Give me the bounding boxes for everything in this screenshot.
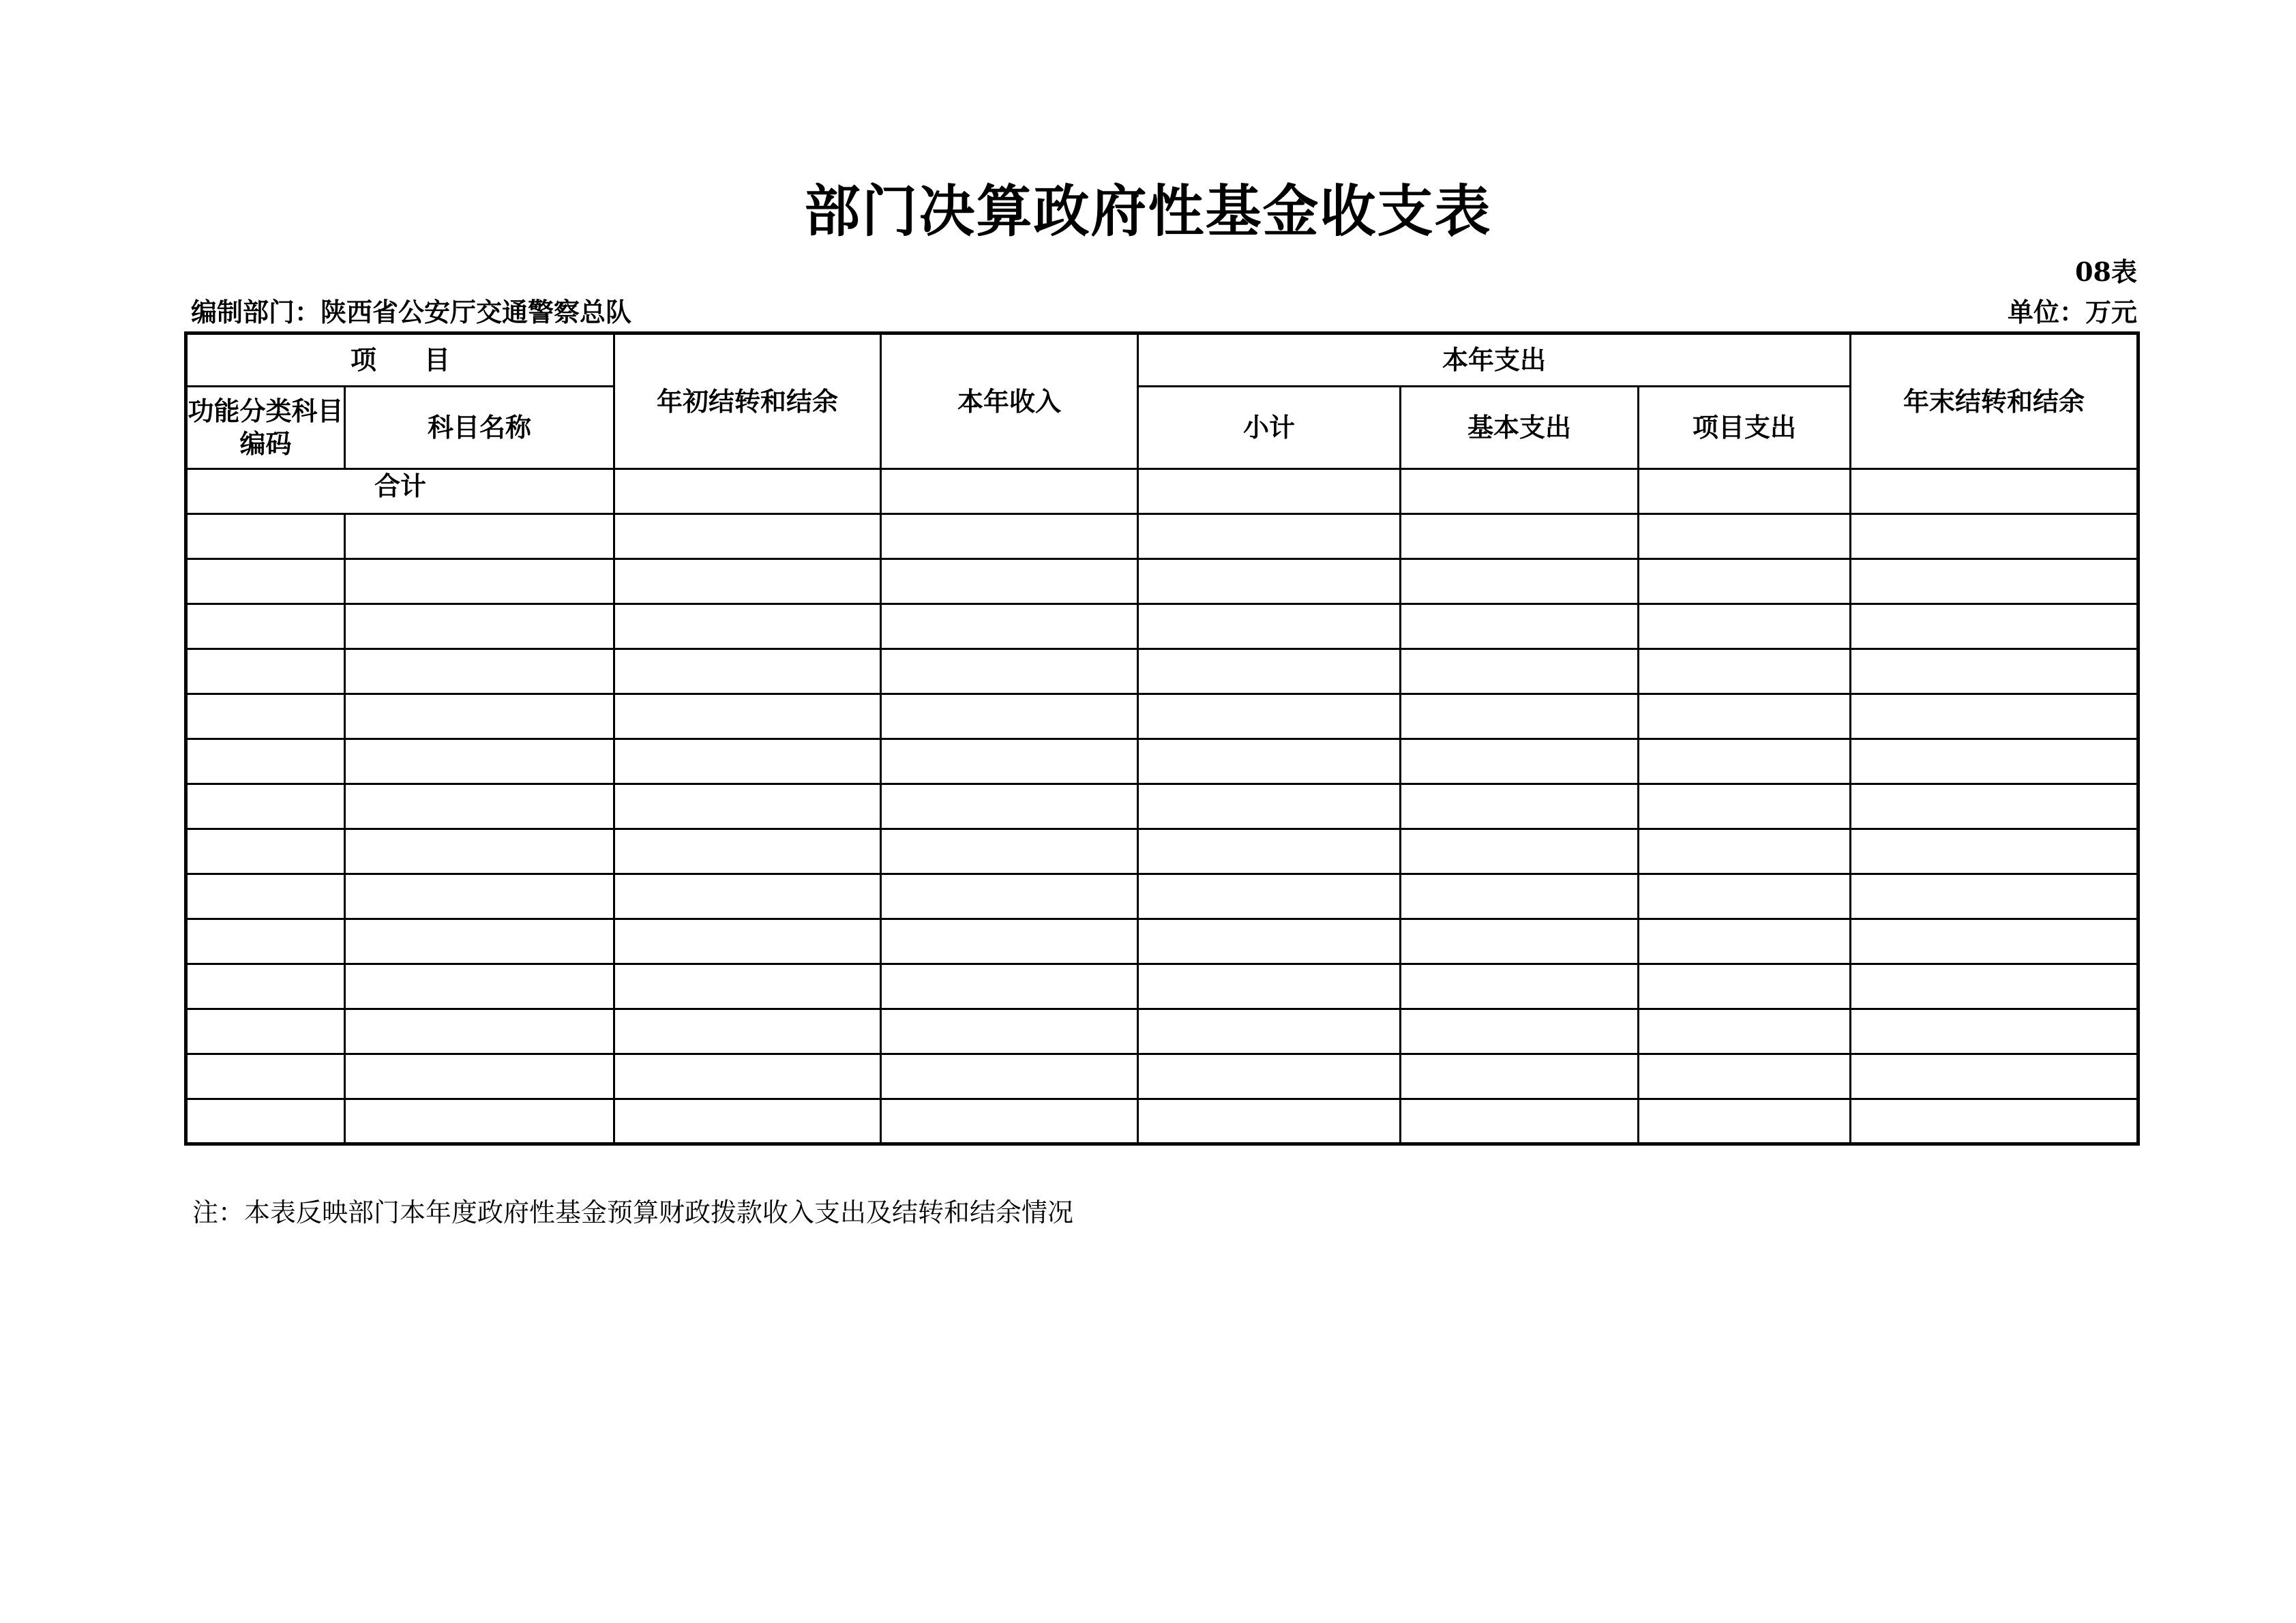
table-cell — [1401, 649, 1639, 694]
table-cell — [345, 1009, 614, 1054]
table-cell — [1138, 1009, 1401, 1054]
table-cell — [614, 739, 881, 784]
table-cell — [1138, 649, 1401, 694]
unit-label: 单位：万元 — [2007, 297, 2137, 327]
table-cell — [1401, 1009, 1639, 1054]
table-cell — [1401, 469, 1639, 514]
table-cell — [1138, 919, 1401, 964]
table-cell — [614, 559, 881, 604]
table-cell — [881, 559, 1138, 604]
table-cell — [186, 1009, 345, 1054]
total-row — [186, 469, 2138, 514]
table-cell — [881, 604, 1138, 649]
header-expense: 本年支出 — [1138, 333, 1851, 387]
table-cell — [1639, 1009, 1851, 1054]
table-cell — [1851, 784, 2138, 829]
table-cell — [881, 739, 1138, 784]
table-cell — [614, 829, 881, 874]
table-cell — [186, 739, 345, 784]
table-cell — [881, 514, 1138, 559]
fund-table — [184, 331, 2140, 1146]
table-cell — [345, 649, 614, 694]
header-name: 科目名称 — [345, 387, 614, 469]
table-cell — [614, 604, 881, 649]
table-cell — [345, 559, 614, 604]
table-cell — [186, 514, 345, 559]
table-cell — [1851, 1054, 2138, 1099]
total-label: 合计 — [186, 469, 614, 514]
table-cell — [1401, 964, 1639, 1009]
table-cell — [186, 919, 345, 964]
table-cell — [1851, 649, 2138, 694]
header-project: 项目支出 — [1639, 387, 1851, 469]
table-cell — [1851, 469, 2138, 514]
table-cell — [1138, 559, 1401, 604]
table-row — [186, 694, 2138, 739]
table-cell — [1639, 604, 1851, 649]
table-cell — [1401, 1099, 1639, 1144]
form-number: 08表 — [2075, 256, 2137, 287]
table-cell — [1138, 514, 1401, 559]
table-cell — [1138, 1099, 1401, 1144]
table-cell — [1401, 559, 1639, 604]
table-cell — [1138, 604, 1401, 649]
table-cell — [614, 784, 881, 829]
table-cell — [1138, 784, 1401, 829]
table-cell — [1401, 784, 1639, 829]
table-cell — [614, 874, 881, 919]
table-row — [186, 874, 2138, 919]
table-cell — [1851, 559, 2138, 604]
table-cell — [1401, 739, 1639, 784]
table-cell — [1851, 964, 2138, 1009]
table-cell — [1639, 694, 1851, 739]
table-cell — [1138, 874, 1401, 919]
table-cell — [1639, 1099, 1851, 1144]
table-cell — [1639, 874, 1851, 919]
table-cell — [345, 1054, 614, 1099]
table-cell — [1851, 1099, 2138, 1144]
table-cell — [345, 919, 614, 964]
table-cell — [881, 919, 1138, 964]
table-cell — [1138, 694, 1401, 739]
table-cell — [345, 694, 614, 739]
header-item: 项 目 — [186, 333, 614, 387]
header-code: 功能分类科目编码 — [186, 387, 345, 469]
header-basic: 基本支出 — [1401, 387, 1639, 469]
table-row — [186, 1054, 2138, 1099]
table-cell — [1639, 1054, 1851, 1099]
header-income: 本年收入 — [881, 333, 1138, 469]
table-cell — [1401, 604, 1639, 649]
table-cell — [614, 964, 881, 1009]
table-row — [186, 514, 2138, 559]
table-cell — [345, 739, 614, 784]
table-cell — [186, 964, 345, 1009]
table-cell — [881, 649, 1138, 694]
table-cell — [1639, 514, 1851, 559]
table-cell — [186, 784, 345, 829]
table-cell — [186, 649, 345, 694]
footnote: 注：本表反映部门本年度政府性基金预算财政拨款收入支出及结转和结余情况 — [192, 1197, 1074, 1227]
table-cell — [186, 829, 345, 874]
table-row — [186, 1009, 2138, 1054]
table-cell — [1851, 919, 2138, 964]
table-cell — [881, 829, 1138, 874]
table-cell — [345, 514, 614, 559]
table-cell — [881, 1099, 1138, 1144]
table-cell — [186, 604, 345, 649]
table-cell — [614, 1054, 881, 1099]
header-begin-balance: 年初结转和结余 — [614, 333, 881, 469]
department-label: 编制部门：陕西省公安厅交通警察总队 — [191, 297, 632, 327]
table-cell — [1639, 784, 1851, 829]
table-cell — [1401, 919, 1639, 964]
table-cell — [1851, 604, 2138, 649]
table-cell — [1138, 739, 1401, 784]
table-cell — [1639, 739, 1851, 784]
table-cell — [186, 1054, 345, 1099]
table-cell — [345, 829, 614, 874]
table-cell — [345, 1099, 614, 1144]
table-cell — [1639, 829, 1851, 874]
table-cell — [1401, 694, 1639, 739]
table-cell — [1851, 514, 2138, 559]
header-end-balance: 年末结转和结余 — [1851, 333, 2138, 469]
table-cell — [186, 694, 345, 739]
table-cell — [1401, 829, 1639, 874]
table-cell — [1851, 1009, 2138, 1054]
table-cell — [881, 1054, 1138, 1099]
table-row — [186, 604, 2138, 649]
table-row — [186, 649, 2138, 694]
table-cell — [345, 604, 614, 649]
table-cell — [881, 964, 1138, 1009]
table-cell — [1401, 1054, 1639, 1099]
table-row — [186, 784, 2138, 829]
table-cell — [1851, 874, 2138, 919]
table-row — [186, 829, 2138, 874]
table-cell — [614, 514, 881, 559]
table-cell — [881, 469, 1138, 514]
table-cell — [881, 694, 1138, 739]
table-cell — [186, 1099, 345, 1144]
table-cell — [1138, 1054, 1401, 1099]
table-cell — [1138, 829, 1401, 874]
table-cell — [881, 784, 1138, 829]
table-cell — [614, 469, 881, 514]
table-cell — [614, 1099, 881, 1144]
page-title: 部门决算政府性基金收支表 — [804, 179, 1492, 244]
table-cell — [345, 784, 614, 829]
table-row — [186, 1099, 2138, 1144]
table-cell — [1639, 919, 1851, 964]
table-row — [186, 739, 2138, 784]
table-cell — [1639, 469, 1851, 514]
table-cell — [1138, 964, 1401, 1009]
table-cell — [1401, 514, 1639, 559]
table-cell — [881, 874, 1138, 919]
table-row — [186, 964, 2138, 1009]
table-cell — [345, 874, 614, 919]
table-cell — [614, 919, 881, 964]
table-cell — [1639, 649, 1851, 694]
table-cell — [1851, 829, 2138, 874]
table-row — [186, 919, 2138, 964]
table-cell — [881, 1009, 1138, 1054]
header-subtotal: 小计 — [1138, 387, 1401, 469]
table-cell — [186, 559, 345, 604]
table-cell — [186, 874, 345, 919]
table-cell — [1401, 874, 1639, 919]
table-cell — [1639, 559, 1851, 604]
table-row — [186, 559, 2138, 604]
table-cell — [1851, 694, 2138, 739]
table-cell — [1851, 739, 2138, 784]
table-cell — [614, 649, 881, 694]
table-cell — [345, 964, 614, 1009]
table-cell — [614, 694, 881, 739]
table-cell — [614, 1009, 881, 1054]
table-cell — [1138, 469, 1401, 514]
table-cell — [1639, 964, 1851, 1009]
